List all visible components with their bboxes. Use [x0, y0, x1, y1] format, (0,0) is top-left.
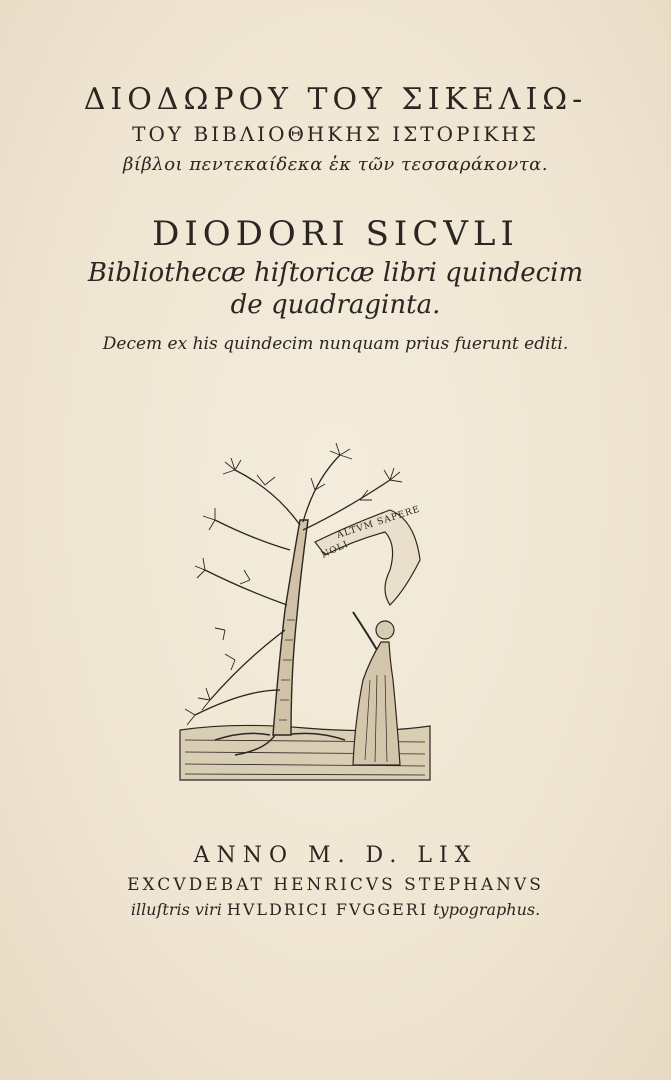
motto-altum-sapere: ALTVM SAPERE	[335, 504, 422, 541]
imprint-patron	[0, 900, 671, 919]
imprint-printer: EXCVDEBAT HENRICVS STEPHANVS	[127, 875, 544, 895]
greek-subtitle: βίβλοι πεντεκαίδεκα ἐκ τῶν τεσσαράκοντα.	[122, 154, 549, 175]
latin-subtitle-line-1: Bibliothecæ hiſtoricæ libri quindecim	[87, 258, 584, 288]
imprint-patron-name: HVLDRICI FVGGERI	[226, 900, 429, 919]
printer-device-woodcut	[175, 430, 435, 782]
imprint-patron-suffix: typographus.	[428, 900, 541, 919]
greek-title-line-1: ΔΙΟΔΩΡΟΥ ΤΟΥ ΣΙΚΕΛΙΩ-	[83, 82, 588, 117]
imprint-patron-prefix: illuſtris viri	[130, 900, 227, 919]
edition-note: Decem ex his quindecim nunquam prius fuerunt editi.	[102, 334, 569, 354]
latin-subtitle-line-2: de quadraginta.	[230, 290, 441, 320]
greek-title-line-2: ΤΟΥ ΒΙΒΛΙΟΘΗΚΗΣ ΙΣΤΟΡΙΚΗΣ	[132, 122, 539, 146]
imprint-year: ANNO M. D. LIX	[193, 843, 478, 868]
latin-title: DIODORI SICVLI	[152, 214, 519, 254]
motto-noli: NOLI	[320, 539, 351, 561]
